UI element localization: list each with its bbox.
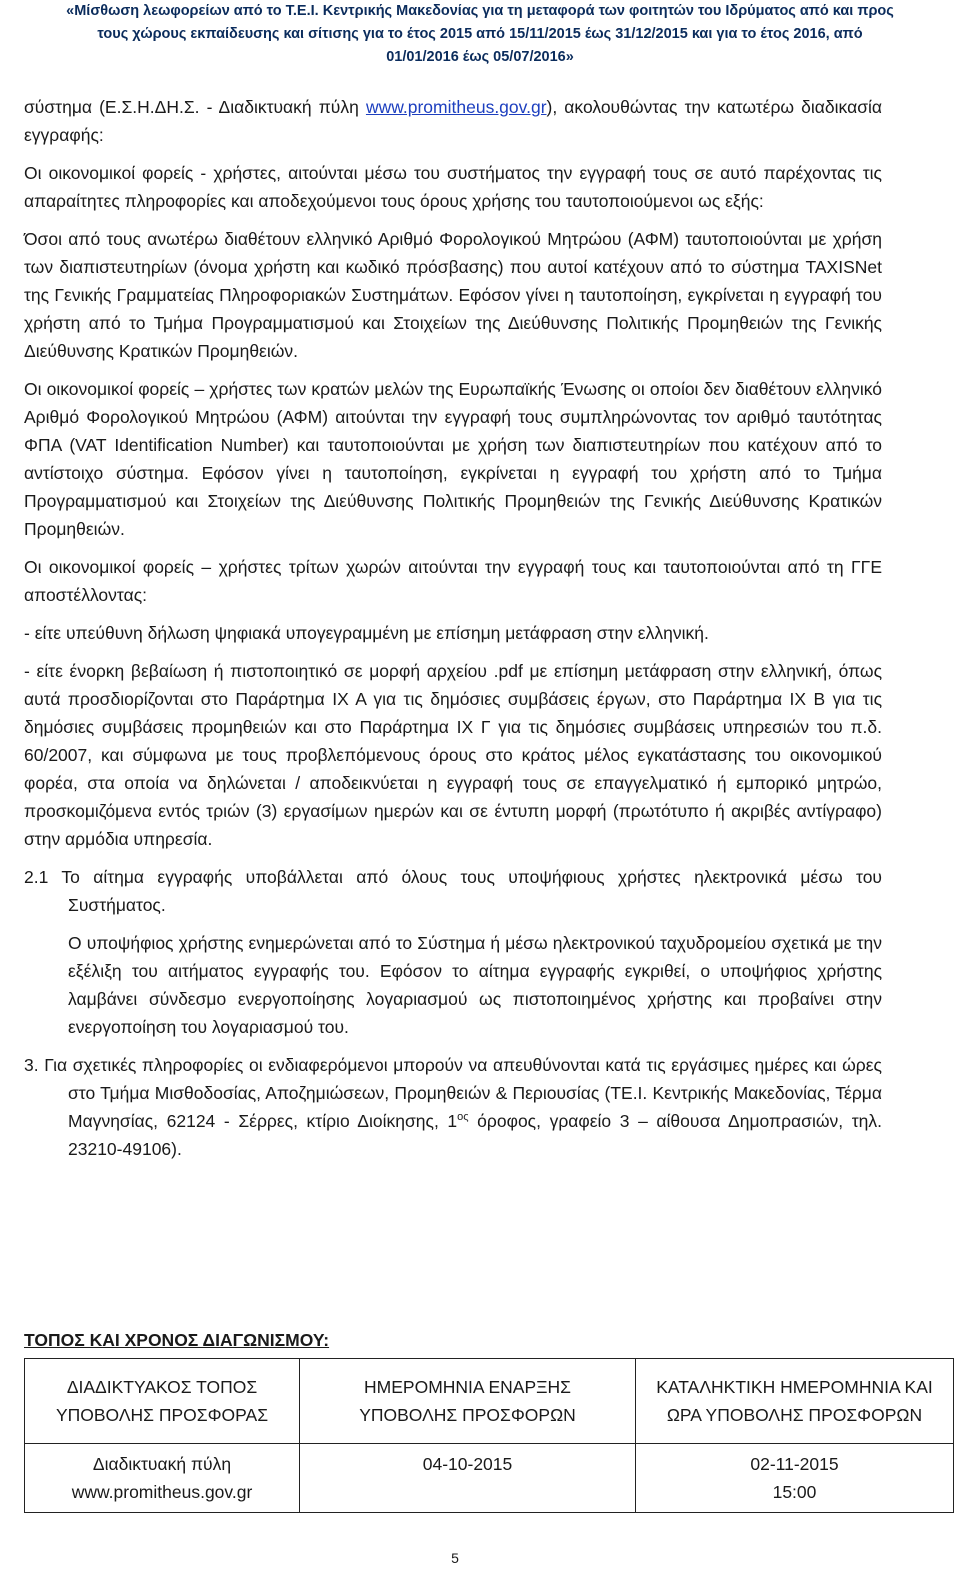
header-line-1: «Μίσθωση λεωφορείων από το Τ.Ε.Ι. Κεντρικής Μακεδονίας για τη μεταφορά των φοιτητών του Ιδρύματος από και προς [66, 3, 894, 19]
list-item-declaration: - είτε υπεύθυνη δήλωση ψηφιακά υπογεγραμμένη με επίσημη μετάφραση στην ελληνική. [24, 623, 709, 643]
document-header [20, 0, 940, 69]
paragraph-third-country-users: Οι οικονομικοί φορείς – χρήστες τρίτων χωρών αιτούνται την εγγραφή τους και ταυτοποιούνται από τη ΓΓΕ αποστέλλοντας: [24, 557, 882, 605]
paragraph-afm-users: Όσοι από τους ανωτέρω διαθέτουν ελληνικό Αριθμό Φορολογικού Μητρώου (ΑΦΜ) ταυτοποιούνται με χρήση των διαπιστευτηρίων (όνομα χρήστη και κωδικό πρόσβασης) που αυτοί κατέχουν από το σύστημα TAXISNet της Γενικής Γραμματείας Πληροφοριακών Συστημάτων. Εφόσον γίνει η ταυτοποίηση, εγκρίνεται η εγγραφή του χρήστη από το Τμήμα Προγραμματισμού και Στοιχείων της Διεύθυνσης Πολιτικής Προμηθειών της Γενικής Διεύθυνσης Κρατικών Προμηθειών. [24, 229, 882, 361]
paragraph-candidate-notification: Ο υποψήφιος χρήστης ενημερώνεται από το Σύστημα ή μέσω ηλεκτρονικού ταχυδρομείου σχετικά με την εξέλιξη του αιτήματος εγγραφής του. Εφόσον το αίτημα εγγραφής εγκριθεί, ο υποψήφιος χρήστης λαμβάνει σύνδεσμο ενεργοποίησης λογαριασμού ως πιστοποιημένος χρήστης και προβαίνει στην ενεργοποίηση του λογαριασμού του. [68, 933, 882, 1037]
header-line-3: 01/01/2016 έως 05/07/2016» [386, 49, 574, 65]
list-item-affidavit: - είτε ένορκη βεβαίωση ή πιστοποιητικό σε μορφή αρχείου .pdf με επίσημη μετάφραση στην ελληνική, όπως αυτά προσδιορίζονται στο Παράρτημα ΙΧ Α για τις δημόσιες συμβάσεις έργων, στο Παράρτημα ΙΧ Β για τις δημόσιες συμβάσεις προμηθειών και στο Παράρτημα ΙΧ Γ για τις δημόσιες συμβάσεις υπηρεσιών του π.δ. 60/2007, και σύμφωνα με τους προβλεπόμενους όρους στο κράτος μέλος εγκατάστασης του οικονομικού φορέα, στα οποία να δηλώνεται / αποδεικνύεται η εγγραφή τους σε επαγγελματικό ή εμπορικό μητρώο, προσκομιζόμενα εντός τριών (3) εργασίμων ημερών και σε έντυπη μορφή (πρωτότυπο ή ακριβές αντίγραφο) στην αρμόδια υπηρεσία. [24, 661, 882, 849]
paragraph-eu-users: Οι οικονομικοί φορείς – χρήστες των κρατών μελών της Ευρωπαϊκής Ένωσης οι οποίοι δεν διαθέτουν ελληνικό Αριθμό Φορολογικού Μητρώου (ΑΦΜ) αιτούνται την εγγραφή τους συμπληρώνοντας τον αριθμό ταυτότητας ΦΠΑ (VAT Identification Number) και ταυτοποιούνται με χρήση των διαπιστευτηρίων που κατέχουν από το αντίστοιχο σύστημα. Εφόσον γίνει η ταυτοποίηση, εγκρίνεται η εγγραφή του χρήστη από το Τμήμα Προγραμματισμού και Στοιχείων της Διεύθυνσης Πολιτικής Προμηθειών της Γενικής Διεύθυνσης Κρατικών Προμηθειών. [24, 379, 882, 539]
cell-deadline: 02-11-2015 15:00 [636, 1444, 954, 1513]
cell-site-url: www.promitheus.gov.gr [71, 1482, 253, 1502]
cell-submission-site: Διαδικτυακή πύλη www.promitheus.gov.gr [25, 1444, 300, 1513]
page-number: 5 [451, 1550, 459, 1566]
header-line-2: τους χώρους εκπαίδευσης και σίτισης για το έτος 2015 από 15/11/2015 έως 31/12/2015 και για το έτος 2016, από [97, 26, 863, 42]
intro-text-start: σύστημα (Ε.Σ.Η.ΔΗ.Σ. - Διαδικτυακή πύλη [24, 97, 366, 117]
table-header-row [25, 1359, 954, 1444]
promitheus-link[interactable]: www.promitheus.gov.gr [365, 97, 547, 117]
header-cell-submission-site: ΔΙΑΔΙΚΤΥΑΚΟΣ ΤΟΠΟΣ ΥΠΟΒΟΛΗΣ ΠΡΟΣΦΟΡΑΣ [25, 1359, 300, 1444]
header-cell-start-date: ΗΜΕΡΟΜΗΝΙΑ ΕΝΑΡΞΗΣ ΥΠΟΒΟΛΗΣ ΠΡΟΣΦΟΡΩΝ [300, 1359, 636, 1444]
ordinal-superscript: ος [457, 1111, 469, 1124]
table-row [25, 1444, 954, 1513]
paragraph-users-registration: Οι οικονομικοί φορείς - χρήστες, αιτούνται μέσω του συστήματος την εγγραφή τους σε αυτό παρέχοντας τις απαραίτητες πληροφορίες και αποδεχούμενοι τους όρους χρήσης του ταυτοποιούμενοι ως εξής: [24, 163, 882, 211]
tender-schedule-table [24, 1358, 954, 1513]
contact-text-end: όροφος, γραφείο 3 – αίθουσα Δημοπρασιών, τηλ. 23210-49106). [68, 1111, 882, 1159]
cell-start-date: 04-10-2015 [300, 1444, 636, 1513]
paragraph-2-1: 2.1 Το αίτημα εγγραφής υποβάλλεται από όλους τους υποψήφιους χρήστες ηλεκτρονικά μέσω του Συστήματος. [24, 867, 882, 915]
header-cell-deadline: ΚΑΤΑΛΗΚΤΙΚΗ ΗΜΕΡΟΜΗΝΙΑ ΚΑΙ ΩΡΑ ΥΠΟΒΟΛΗΣ ΠΡΟΣΦΟΡΩΝ [636, 1359, 954, 1444]
document-body [24, 93, 882, 1163]
section-title: ΤΟΠΟΣ ΚΑΙ ΧΡΟΝΟΣ ΔΙΑΓΩΝΙΣΜΟΥ: [24, 1330, 330, 1350]
contact-text-start: 3. Για σχετικές πληροφορίες οι ενδιαφερόμενοι μπορούν να απευθύνονται κατά τις εργάσιμες ημέρες και ώρες στο Τμήμα Μισθοδοσίας, Αποζημιώσεων, Προμηθειών & Περιουσίας (ΤΕ.Ι. Κεντρικής Μακεδονίας, Τέρμα Μαγνησίας, 62124 - Σέρρες, κτίριο Διοίκησης, 1 [24, 1055, 882, 1131]
paragraph-3-contact-info [24, 1051, 882, 1163]
paragraph-registration-intro [24, 93, 882, 149]
intro-text-end: ), ακολουθώντας την κατωτέρω διαδικασία εγγραφής: [24, 97, 883, 145]
